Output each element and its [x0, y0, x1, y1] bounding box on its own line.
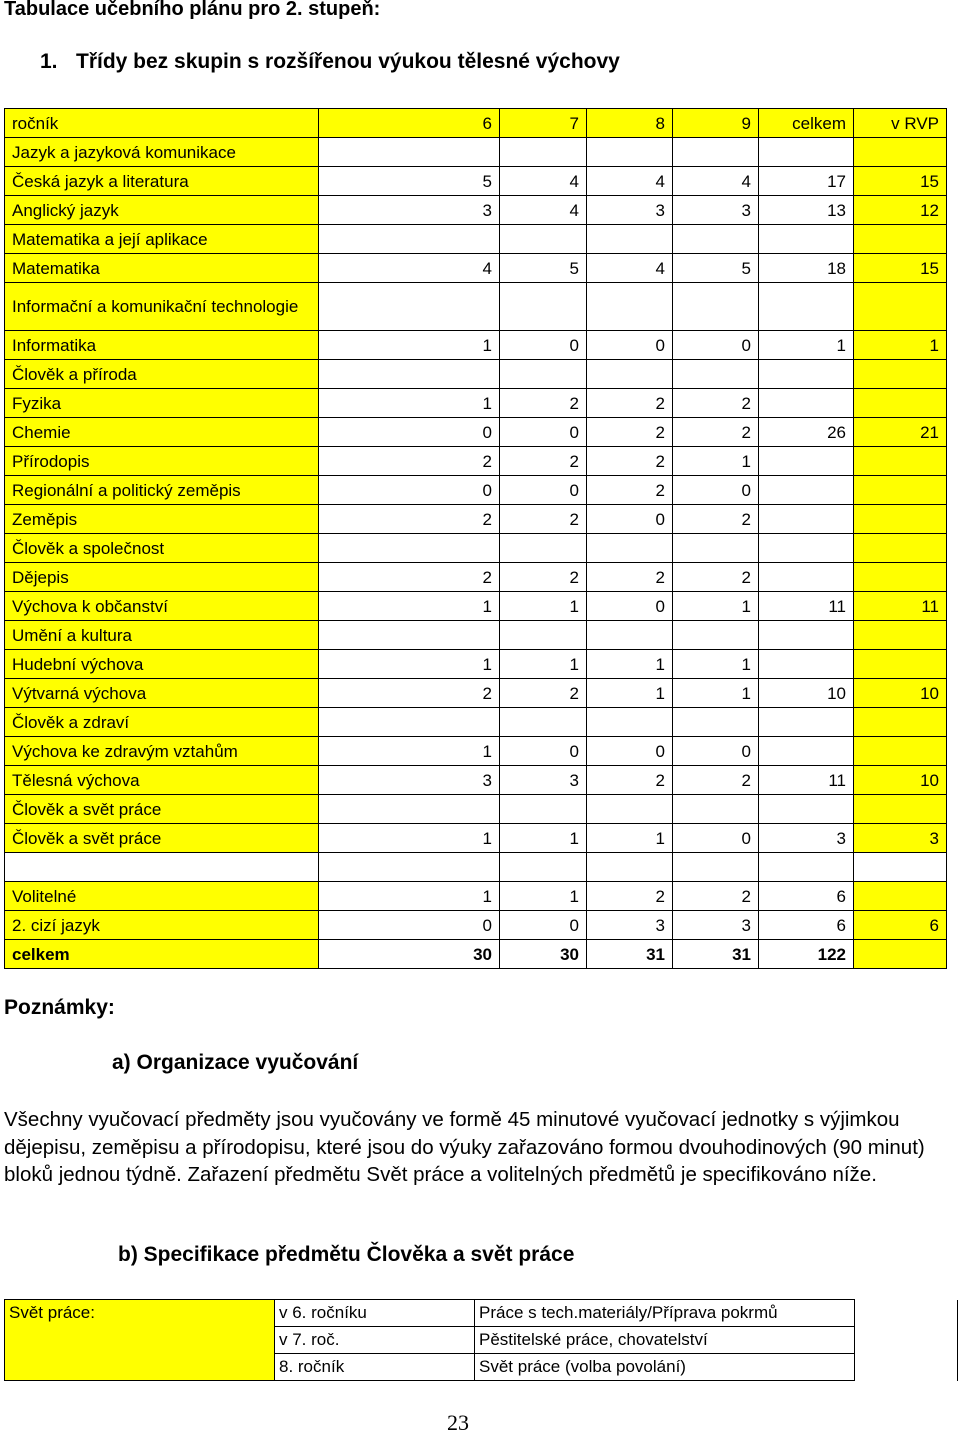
- cell-grade-9: [673, 708, 759, 737]
- cell-grade-6: 1: [319, 737, 500, 766]
- cell-total: [759, 225, 854, 254]
- organization-heading: a) Organizace vyučování: [112, 1051, 359, 1074]
- subject-row: [5, 331, 947, 360]
- cell-grade-6: [319, 225, 500, 254]
- cell-label: ročník: [5, 109, 319, 138]
- cell-grade-8: [587, 360, 673, 389]
- cell-grade-7: 0: [500, 911, 587, 940]
- cell-rvp: 10: [854, 766, 947, 795]
- cell-label: Jazyk a jazyková komunikace: [5, 138, 319, 167]
- cell-grade-8: 0: [587, 505, 673, 534]
- cell-rvp: 1: [854, 331, 947, 360]
- cell-grade-8: [587, 534, 673, 563]
- cell-grade-9: 0: [673, 737, 759, 766]
- cell-grade-7: 2: [500, 679, 587, 708]
- cell-grade-8: 3: [587, 911, 673, 940]
- spec-grade-cell: 8. ročník: [275, 1354, 475, 1381]
- cell-grade-8: 2: [587, 563, 673, 592]
- cell-grade-7: 4: [500, 196, 587, 225]
- cell-grade-8: 4: [587, 167, 673, 196]
- cell-grade-6: [319, 138, 500, 167]
- cell-label: Tělesná výchova: [5, 766, 319, 795]
- area-row: [5, 138, 947, 167]
- cell-grade-9: [673, 853, 759, 882]
- cell-grade-7: 1: [500, 592, 587, 621]
- cell-rvp: [854, 447, 947, 476]
- spec-grade-cell: v 7. roč.: [275, 1327, 475, 1354]
- section-heading: [40, 50, 620, 74]
- cell-grade-9: 9: [673, 109, 759, 138]
- cell-grade-6: [319, 534, 500, 563]
- subject-row: [5, 476, 947, 505]
- spec-content-cell: Svět práce (volba povolání): [475, 1354, 855, 1381]
- cell-grade-9: 2: [673, 766, 759, 795]
- cell-grade-6: 0: [319, 911, 500, 940]
- cell-grade-7: [500, 853, 587, 882]
- cell-grade-6: [319, 795, 500, 824]
- cell-grade-8: 8: [587, 109, 673, 138]
- cell-grade-8: 2: [587, 882, 673, 911]
- subject-row: [5, 737, 947, 766]
- subject-row: [5, 679, 947, 708]
- subject-row: [5, 196, 947, 225]
- cell-label: Informační a komunikační technologie: [5, 283, 319, 331]
- cell-grade-7: [500, 283, 587, 331]
- cell-total: [759, 795, 854, 824]
- cell-total: 26: [759, 418, 854, 447]
- cell-grade-7: [500, 360, 587, 389]
- cell-total: [759, 853, 854, 882]
- cell-grade-6: [319, 708, 500, 737]
- cell-grade-8: 0: [587, 592, 673, 621]
- cell-grade-8: 31: [587, 940, 673, 969]
- cell-rvp: [854, 882, 947, 911]
- cell-grade-6: 0: [319, 418, 500, 447]
- cell-label: Člověk a svět práce: [5, 795, 319, 824]
- spec-empty-cell: [855, 1354, 958, 1381]
- cell-rvp: [854, 708, 947, 737]
- cell-grade-7: 2: [500, 563, 587, 592]
- cell-grade-6: 1: [319, 331, 500, 360]
- cell-grade-7: [500, 621, 587, 650]
- spec-grade-cell: v 6. ročníku: [275, 1300, 475, 1327]
- cell-grade-6: 30: [319, 940, 500, 969]
- spec-empty-cell: [855, 1327, 958, 1354]
- cell-grade-9: 1: [673, 447, 759, 476]
- cell-grade-8: [587, 795, 673, 824]
- cell-grade-7: [500, 138, 587, 167]
- cell-grade-6: 3: [319, 766, 500, 795]
- cell-grade-8: 3: [587, 196, 673, 225]
- section-title: Třídy bez skupin s rozšířenou výukou tělesné výchovy: [76, 50, 620, 73]
- cell-grade-9: 2: [673, 389, 759, 418]
- cell-grade-8: [587, 708, 673, 737]
- cell-grade-6: [319, 621, 500, 650]
- cell-total: 122: [759, 940, 854, 969]
- cell-grade-9: 4: [673, 167, 759, 196]
- cell-rvp: [854, 650, 947, 679]
- subject-row: [5, 911, 947, 940]
- cell-total: 18: [759, 254, 854, 283]
- cell-grade-6: 1: [319, 882, 500, 911]
- cell-grade-9: 1: [673, 592, 759, 621]
- cell-grade-8: 0: [587, 737, 673, 766]
- cell-rvp: 12: [854, 196, 947, 225]
- cell-grade-9: 0: [673, 476, 759, 505]
- cell-grade-6: 1: [319, 389, 500, 418]
- cell-grade-8: [587, 283, 673, 331]
- curriculum-table: [4, 108, 947, 969]
- cell-label: Výtvarná výchova: [5, 679, 319, 708]
- area-row: [5, 225, 947, 254]
- cell-grade-6: 1: [319, 650, 500, 679]
- subject-row: [5, 167, 947, 196]
- cell-total: 17: [759, 167, 854, 196]
- cell-grade-7: 0: [500, 737, 587, 766]
- cell-grade-9: [673, 534, 759, 563]
- cell-grade-6: 5: [319, 167, 500, 196]
- cell-rvp: [854, 138, 947, 167]
- subject-row: [5, 389, 947, 418]
- cell-label: Přírodopis: [5, 447, 319, 476]
- cell-grade-7: 3: [500, 766, 587, 795]
- cell-rvp: v RVP: [854, 109, 947, 138]
- cell-label: Matematika a její aplikace: [5, 225, 319, 254]
- cell-total: celkem: [759, 109, 854, 138]
- subject-row: [5, 418, 947, 447]
- specification-table: [4, 1299, 958, 1381]
- section-number: 1.: [40, 50, 58, 73]
- cell-grade-9: [673, 138, 759, 167]
- cell-grade-6: 2: [319, 679, 500, 708]
- cell-grade-8: [587, 853, 673, 882]
- cell-total: 6: [759, 882, 854, 911]
- spec-empty-cell: [855, 1300, 958, 1327]
- cell-label: [5, 853, 319, 882]
- cell-label: Člověk a zdraví: [5, 708, 319, 737]
- cell-total: [759, 389, 854, 418]
- cell-total: [759, 447, 854, 476]
- cell-rvp: [854, 795, 947, 824]
- cell-label: Člověk a příroda: [5, 360, 319, 389]
- cell-grade-6: [319, 360, 500, 389]
- cell-rvp: [854, 940, 947, 969]
- cell-label: Informatika: [5, 331, 319, 360]
- cell-grade-6: 3: [319, 196, 500, 225]
- cell-grade-6: 1: [319, 592, 500, 621]
- cell-label: Česká jazyk a literatura: [5, 167, 319, 196]
- cell-rvp: [854, 534, 947, 563]
- cell-total: [759, 708, 854, 737]
- cell-label: Člověk a svět práce: [5, 824, 319, 853]
- cell-grade-7: 4: [500, 167, 587, 196]
- cell-grade-9: [673, 795, 759, 824]
- subject-row: [5, 505, 947, 534]
- cell-total: 11: [759, 592, 854, 621]
- cell-grade-9: 2: [673, 563, 759, 592]
- spec-content-cell: Pěstitelské práce, chovatelství: [475, 1327, 855, 1354]
- cell-rvp: 15: [854, 254, 947, 283]
- cell-grade-8: 1: [587, 824, 673, 853]
- cell-label: Regionální a politický zeměpis: [5, 476, 319, 505]
- cell-rvp: 15: [854, 167, 947, 196]
- subject-row: [5, 766, 947, 795]
- cell-grade-6: 2: [319, 563, 500, 592]
- cell-rvp: [854, 389, 947, 418]
- cell-total: [759, 534, 854, 563]
- cell-grade-7: 2: [500, 505, 587, 534]
- cell-label: Dějepis: [5, 563, 319, 592]
- specification-heading: b) Specifikace předmětu Člověka a svět práce: [118, 1243, 575, 1266]
- cell-label: Fyzika: [5, 389, 319, 418]
- cell-grade-6: [319, 853, 500, 882]
- cell-label: Anglický jazyk: [5, 196, 319, 225]
- cell-grade-7: 1: [500, 882, 587, 911]
- cell-total: [759, 505, 854, 534]
- cell-grade-9: 2: [673, 418, 759, 447]
- cell-rvp: [854, 853, 947, 882]
- cell-label: Výchova k občanství: [5, 592, 319, 621]
- cell-label: Umění a kultura: [5, 621, 319, 650]
- cell-grade-9: 1: [673, 679, 759, 708]
- cell-grade-6: 4: [319, 254, 500, 283]
- total-row: [5, 940, 947, 969]
- cell-grade-9: 31: [673, 940, 759, 969]
- area-row: [5, 283, 947, 331]
- cell-grade-6: 6: [319, 109, 500, 138]
- cell-grade-7: 30: [500, 940, 587, 969]
- cell-total: 1: [759, 331, 854, 360]
- cell-grade-8: 4: [587, 254, 673, 283]
- cell-total: 3: [759, 824, 854, 853]
- cell-grade-9: [673, 283, 759, 331]
- cell-grade-7: 1: [500, 650, 587, 679]
- cell-rvp: [854, 563, 947, 592]
- cell-total: 13: [759, 196, 854, 225]
- cell-grade-7: [500, 795, 587, 824]
- cell-rvp: 11: [854, 592, 947, 621]
- area-row: [5, 360, 947, 389]
- cell-grade-7: [500, 708, 587, 737]
- cell-grade-9: 0: [673, 824, 759, 853]
- page-number: 23: [447, 1410, 469, 1435]
- cell-grade-7: [500, 225, 587, 254]
- cell-grade-7: 0: [500, 331, 587, 360]
- cell-grade-7: 2: [500, 447, 587, 476]
- cell-grade-9: 1: [673, 650, 759, 679]
- cell-grade-8: 2: [587, 447, 673, 476]
- cell-grade-7: 1: [500, 824, 587, 853]
- cell-total: [759, 737, 854, 766]
- cell-rvp: [854, 476, 947, 505]
- cell-grade-8: 1: [587, 650, 673, 679]
- subject-row: [5, 882, 947, 911]
- cell-rvp: 6: [854, 911, 947, 940]
- cell-total: [759, 621, 854, 650]
- cell-grade-6: 0: [319, 476, 500, 505]
- cell-rvp: [854, 505, 947, 534]
- area-row: [5, 621, 947, 650]
- cell-grade-6: [319, 283, 500, 331]
- cell-grade-8: 2: [587, 476, 673, 505]
- cell-grade-9: [673, 360, 759, 389]
- cell-grade-8: [587, 621, 673, 650]
- cell-grade-7: 2: [500, 389, 587, 418]
- cell-grade-9: [673, 225, 759, 254]
- cell-grade-9: 2: [673, 882, 759, 911]
- area-row: [5, 534, 947, 563]
- spec-row: [5, 1300, 958, 1327]
- cell-label: Výchova ke zdravým vztahům: [5, 737, 319, 766]
- cell-grade-8: 1: [587, 679, 673, 708]
- notes-heading: Poznámky:: [4, 996, 115, 1019]
- cell-grade-7: 0: [500, 476, 587, 505]
- spacer-row: [5, 853, 947, 882]
- organization-paragraph: Všechny vyučovací předměty jsou vyučovány ve formě 45 minutové vyučovací jednotky s výjimkou dějepisu, zeměpisu a přírodopisu, které jsou do výuky zařazováno formou dvouhodinových (90 minut) bloků jednou týdně. Zařazení předmětu Svět práce a volitelných předmětů je specifikováno níže.: [4, 1108, 925, 1186]
- cell-rvp: [854, 621, 947, 650]
- cell-grade-7: [500, 534, 587, 563]
- cell-grade-9: 0: [673, 331, 759, 360]
- table-header-row: [5, 109, 947, 138]
- cell-total: [759, 563, 854, 592]
- cell-grade-6: 2: [319, 447, 500, 476]
- cell-grade-9: 2: [673, 505, 759, 534]
- cell-total: [759, 360, 854, 389]
- cell-grade-8: 0: [587, 331, 673, 360]
- cell-total: 11: [759, 766, 854, 795]
- cell-total: 6: [759, 911, 854, 940]
- cell-label: Člověk a společnost: [5, 534, 319, 563]
- cell-rvp: 10: [854, 679, 947, 708]
- cell-total: [759, 283, 854, 331]
- cell-grade-6: 1: [319, 824, 500, 853]
- cell-grade-7: 5: [500, 254, 587, 283]
- cell-rvp: [854, 360, 947, 389]
- area-row: [5, 795, 947, 824]
- cell-grade-8: [587, 138, 673, 167]
- cell-grade-9: 3: [673, 196, 759, 225]
- cell-total: [759, 476, 854, 505]
- area-row: [5, 708, 947, 737]
- subject-row: [5, 592, 947, 621]
- cell-total: [759, 138, 854, 167]
- cell-rvp: 3: [854, 824, 947, 853]
- cell-label: Matematika: [5, 254, 319, 283]
- cell-label: Zeměpis: [5, 505, 319, 534]
- cell-total: [759, 650, 854, 679]
- cell-grade-6: 2: [319, 505, 500, 534]
- cell-grade-9: 5: [673, 254, 759, 283]
- subject-row: [5, 254, 947, 283]
- cell-label: Volitelné: [5, 882, 319, 911]
- cell-label: Chemie: [5, 418, 319, 447]
- cell-grade-9: [673, 621, 759, 650]
- cell-grade-9: 3: [673, 911, 759, 940]
- cell-grade-8: 2: [587, 389, 673, 418]
- cell-label: 2. cizí jazyk: [5, 911, 319, 940]
- cell-grade-7: 0: [500, 418, 587, 447]
- cell-total: 10: [759, 679, 854, 708]
- cell-grade-8: 2: [587, 766, 673, 795]
- spec-content-cell: Práce s tech.materiály/Příprava pokrmů: [475, 1300, 855, 1327]
- cell-grade-8: 2: [587, 418, 673, 447]
- document-title: Tabulace učebního plánu pro 2. stupeň:: [4, 0, 381, 20]
- cell-rvp: [854, 283, 947, 331]
- cell-rvp: [854, 737, 947, 766]
- subject-row: [5, 650, 947, 679]
- cell-label: celkem: [5, 940, 319, 969]
- cell-grade-7: 7: [500, 109, 587, 138]
- subject-row: [5, 563, 947, 592]
- cell-rvp: 21: [854, 418, 947, 447]
- cell-label: Hudební výchova: [5, 650, 319, 679]
- subject-row: [5, 447, 947, 476]
- spec-label-cell: Svět práce:: [5, 1300, 275, 1381]
- cell-grade-8: [587, 225, 673, 254]
- cell-rvp: [854, 225, 947, 254]
- subject-row: [5, 824, 947, 853]
